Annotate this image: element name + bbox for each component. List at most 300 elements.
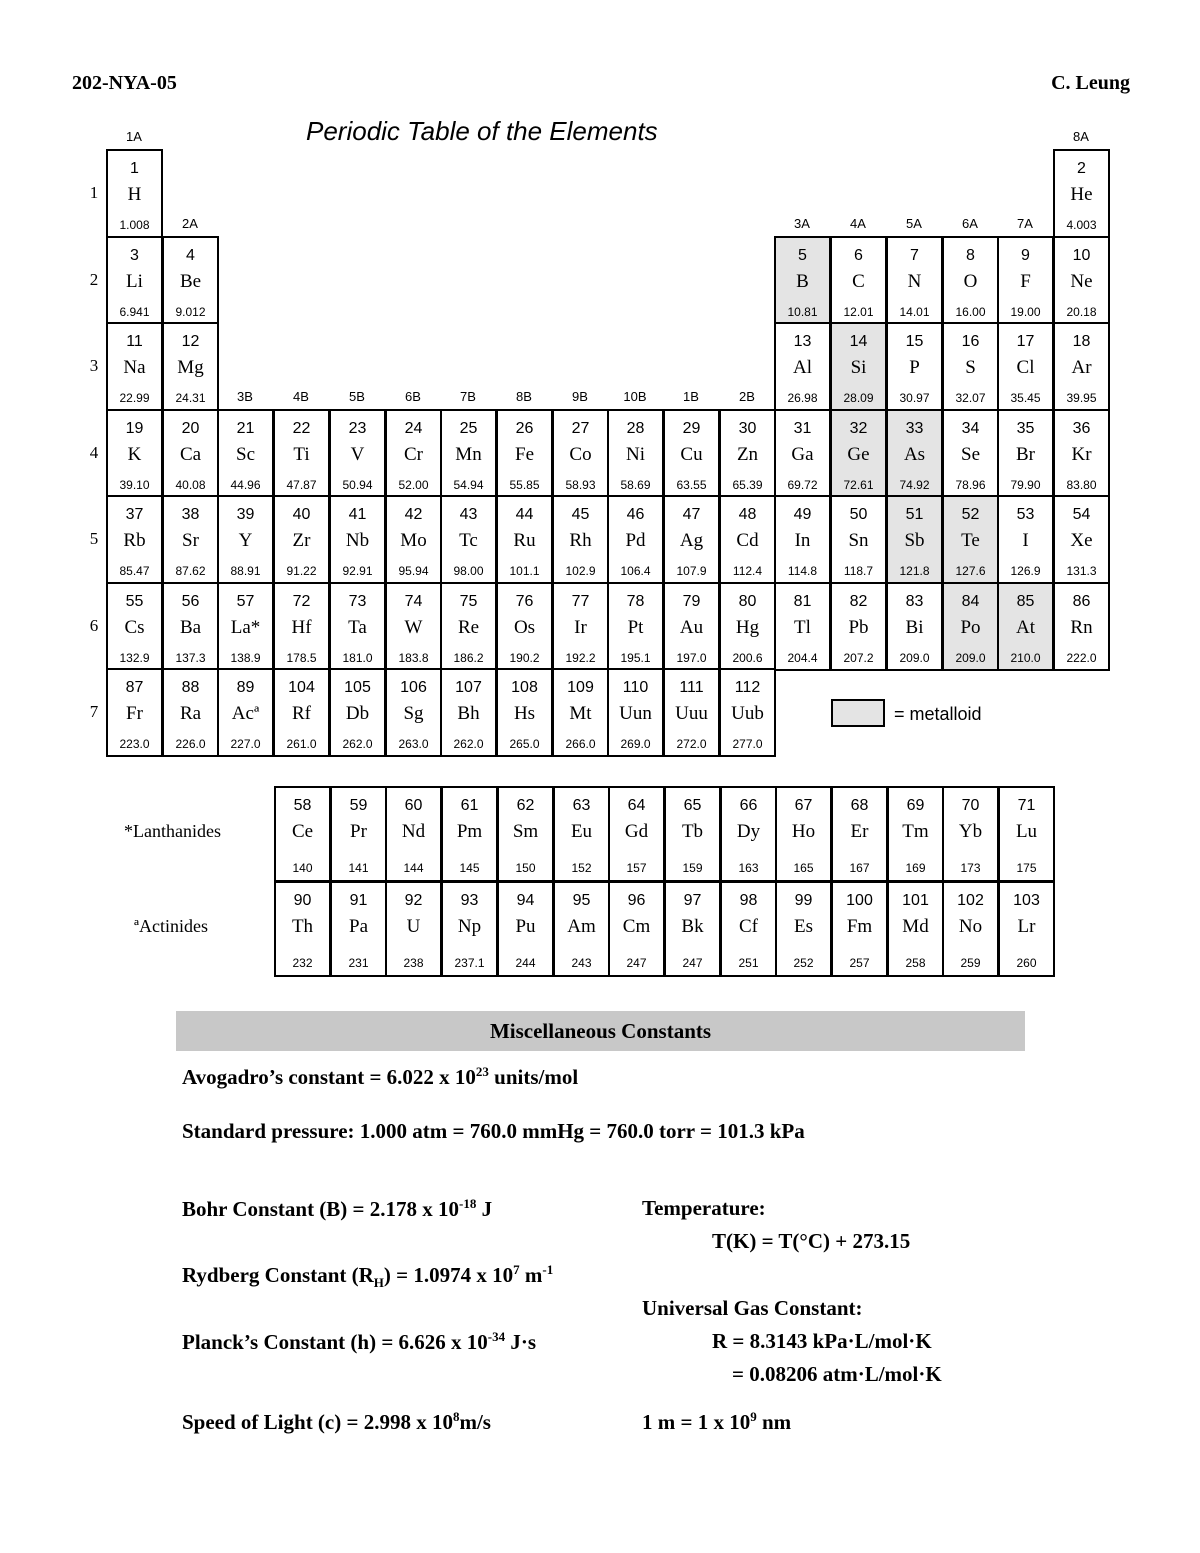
element-symbol: Ta — [348, 617, 367, 638]
atomic-number: 2 — [1077, 160, 1086, 177]
element-cell — [997, 495, 1054, 584]
atomic-number: 74 — [404, 593, 423, 610]
atomic-number: 88 — [181, 679, 200, 696]
atomic-mass: 163 — [738, 861, 759, 875]
element-cell — [329, 582, 386, 671]
lanthanide-cell — [274, 786, 331, 882]
atomic-mass: 207.2 — [843, 651, 874, 665]
atomic-number: 21 — [236, 420, 255, 437]
atomic-mass: 32.07 — [955, 391, 986, 405]
element-symbol: Ag — [679, 530, 704, 551]
element-cell — [385, 495, 442, 584]
atomic-number: 107 — [455, 679, 482, 696]
element-symbol: Ge — [847, 444, 870, 465]
element-cell — [607, 668, 664, 757]
atomic-mass: 114.8 — [787, 564, 818, 578]
speed-of-light: Speed of Light (c) = 2.998 x $10^8m/s$ — [182, 1409, 491, 1434]
element-cell — [719, 409, 776, 498]
atomic-mass: 44.96 — [230, 478, 261, 492]
atomic-number: 75 — [459, 593, 478, 610]
lanthanide-cell — [664, 786, 721, 882]
element-symbol: Ra — [179, 703, 202, 724]
atomic-number: 4 — [186, 247, 195, 264]
metalloid-legend-swatch — [831, 699, 885, 727]
element-symbol: In — [794, 530, 811, 551]
element-cell — [106, 149, 163, 238]
atomic-number: 27 — [571, 420, 590, 437]
element-symbol: Sc — [236, 444, 255, 465]
atomic-number: 94 — [516, 892, 535, 909]
atomic-mass: 244 — [515, 956, 536, 970]
atomic-mass: 173 — [960, 861, 981, 875]
element-symbol: Y — [238, 530, 253, 551]
atomic-mass: 178.5 — [286, 651, 317, 665]
atomic-mass: 83.80 — [1066, 478, 1097, 492]
atomic-mass: 144 — [403, 861, 424, 875]
element-cell — [106, 322, 163, 411]
atomic-mass: 269.0 — [620, 737, 651, 751]
atomic-number: 19 — [125, 420, 144, 437]
atomic-number: 92 — [404, 892, 423, 909]
lanthanide-cell — [775, 786, 832, 882]
atomic-number: 79 — [682, 593, 701, 610]
temperature-formula: T(K) = T(°C) + 273.15 — [712, 1229, 911, 1253]
element-symbol: Tl — [794, 617, 811, 638]
atomic-mass: 232 — [292, 956, 313, 970]
atomic-mass: 58.69 — [620, 478, 651, 492]
atomic-mass: 167 — [849, 861, 870, 875]
atomic-mass: 4.003 — [1066, 218, 1097, 232]
element-symbol: Mt — [569, 703, 592, 724]
element-cell — [329, 409, 386, 498]
atomic-number: 55 — [125, 593, 144, 610]
element-cell — [997, 409, 1054, 498]
element-cell — [273, 668, 330, 757]
atomic-number: 5 — [798, 247, 807, 264]
element-cell — [942, 495, 999, 584]
element-symbol: Cf — [739, 916, 758, 937]
lanthanides-label: *Lanthanides — [124, 821, 221, 841]
atomic-mass: 247 — [682, 956, 703, 970]
group-label: 1A — [126, 129, 142, 144]
element-symbol: Na — [123, 357, 146, 378]
atomic-number: 41 — [348, 506, 367, 523]
element-cell — [552, 668, 609, 757]
element-cell — [774, 236, 831, 325]
atomic-mass: 157 — [626, 861, 647, 875]
element-symbol: Al — [793, 357, 812, 378]
atomic-number: 101 — [902, 892, 929, 909]
actinide-cell — [775, 881, 832, 977]
element-cell — [830, 236, 887, 325]
element-cell — [663, 668, 720, 757]
element-cell — [496, 582, 553, 671]
element-cell — [942, 409, 999, 498]
atomic-number: 95 — [572, 892, 591, 909]
element-cell — [607, 495, 664, 584]
element-symbol: Fr — [126, 703, 143, 724]
atomic-mass: 263.0 — [398, 737, 429, 751]
element-symbol: Xe — [1070, 530, 1093, 551]
actinide-cell — [831, 881, 888, 977]
atomic-number: 61 — [460, 797, 479, 814]
element-symbol: S — [965, 357, 976, 378]
atomic-number: 15 — [905, 333, 924, 350]
element-cell — [663, 582, 720, 671]
atomic-number: 84 — [961, 593, 980, 610]
atomic-number: 47 — [682, 506, 701, 523]
atomic-number: 73 — [348, 593, 367, 610]
atomic-mass: 88.91 — [230, 564, 261, 578]
course-code: 202-NYA-05 — [72, 72, 177, 94]
group-label: 6B — [405, 389, 421, 404]
actinide-cell — [998, 881, 1055, 977]
atomic-mass: 9.012 — [175, 305, 206, 319]
atomic-mass: 186.2 — [453, 651, 484, 665]
planck-constant: Planck’s Constant (h) = 6.626 x $10^{-34}$ J·s — [182, 1329, 537, 1354]
atomic-mass: 204.4 — [787, 651, 818, 665]
atomic-number: 28 — [626, 420, 645, 437]
element-symbol: Pt — [627, 617, 644, 638]
atomic-number: 37 — [125, 506, 144, 523]
element-cell — [106, 409, 163, 498]
element-symbol: Rf — [292, 703, 311, 724]
element-cell — [552, 409, 609, 498]
atomic-mass: 35.45 — [1010, 391, 1041, 405]
atomic-mass: 92.91 — [342, 564, 373, 578]
atomic-number: 77 — [571, 593, 590, 610]
atomic-number: 48 — [738, 506, 757, 523]
element-cell — [106, 668, 163, 757]
atomic-number: 39 — [236, 506, 255, 523]
element-cell — [886, 236, 943, 325]
atomic-mass: 54.94 — [453, 478, 484, 492]
lanthanide-cell — [441, 786, 498, 882]
atomic-mass: 140 — [292, 861, 313, 875]
element-symbol: C — [852, 271, 865, 292]
group-label: 10B — [623, 389, 647, 404]
atomic-mass: 91.22 — [286, 564, 317, 578]
element-symbol: Hg — [735, 617, 760, 638]
actinide-cell — [441, 881, 498, 977]
element-symbol: Li — [126, 271, 143, 292]
element-symbol: Cu — [680, 444, 703, 465]
group-label: 7A — [1017, 216, 1033, 231]
element-symbol: Be — [179, 271, 202, 292]
element-symbol: Lu — [1015, 821, 1038, 842]
element-cell — [496, 495, 553, 584]
element-cell — [217, 495, 274, 584]
element-cell — [774, 322, 831, 411]
element-symbol: Hf — [291, 617, 312, 638]
element-symbol: H — [127, 184, 142, 205]
element-cell — [886, 582, 943, 671]
element-symbol: Sr — [182, 530, 199, 551]
atomic-number: 76 — [515, 593, 534, 610]
meter-nanometer-conversion: 1 m = 1 x $10^9$ nm — [642, 1409, 792, 1434]
element-cell — [440, 495, 497, 584]
atomic-mass: 192.2 — [565, 651, 596, 665]
element-symbol: Pr — [350, 821, 367, 842]
atomic-mass: 79.90 — [1010, 478, 1041, 492]
atomic-number: 33 — [905, 420, 924, 437]
element-symbol: Ce — [291, 821, 314, 842]
atomic-mass: 195.1 — [620, 651, 651, 665]
element-symbol: Sn — [848, 530, 869, 551]
atomic-mass: 226.0 — [175, 737, 206, 751]
atomic-mass: 183.8 — [398, 651, 429, 665]
avogadro-constant: Avogadro’s constant = 6.022 x $10^{23}$ units/mol — [182, 1064, 579, 1089]
element-cell — [440, 409, 497, 498]
element-symbol: Tc — [459, 530, 478, 551]
atomic-number: 100 — [846, 892, 873, 909]
atomic-number: 51 — [905, 506, 924, 523]
element-symbol: Am — [567, 916, 596, 937]
element-cell — [719, 582, 776, 671]
atomic-mass: 190.2 — [509, 651, 540, 665]
actinide-cell — [330, 881, 387, 977]
element-symbol: Zn — [736, 444, 759, 465]
atomic-mass: 169 — [905, 861, 926, 875]
element-symbol: Tm — [902, 821, 929, 842]
atomic-mass: 131.3 — [1066, 564, 1097, 578]
atomic-number: 109 — [567, 679, 594, 696]
element-cell — [162, 322, 219, 411]
atomic-number: 45 — [571, 506, 590, 523]
atomic-number: 83 — [905, 593, 924, 610]
element-cell — [440, 668, 497, 757]
element-cell — [552, 582, 609, 671]
atomic-number: 11 — [126, 333, 143, 350]
atomic-mass: 26.98 — [787, 391, 818, 405]
atomic-number: 80 — [738, 593, 757, 610]
element-symbol: Kr — [1071, 444, 1092, 465]
element-symbol: Cs — [124, 617, 145, 638]
actinide-cell — [553, 881, 610, 977]
atomic-number: 111 — [679, 679, 704, 696]
atomic-number: 8 — [966, 247, 975, 264]
atomic-number: 42 — [404, 506, 423, 523]
atomic-number: 10 — [1072, 247, 1091, 264]
element-symbol: Ne — [1070, 271, 1093, 292]
atomic-number: 43 — [459, 506, 478, 523]
atomic-mass: 98.00 — [453, 564, 484, 578]
atomic-number: 58 — [293, 797, 312, 814]
constants-title: Miscellaneous Constants — [176, 1011, 1025, 1051]
element-symbol: Se — [961, 444, 980, 465]
group-label: 4B — [293, 389, 309, 404]
element-symbol: Ar — [1071, 357, 1092, 378]
element-symbol: Ni — [626, 444, 645, 465]
element-cell — [385, 668, 442, 757]
element-cell — [329, 495, 386, 584]
atomic-number: 110 — [622, 679, 649, 696]
atomic-number: 13 — [793, 333, 812, 350]
atomic-number: 3 — [130, 247, 139, 264]
group-label: 5B — [349, 389, 365, 404]
element-symbol: La* — [230, 617, 261, 638]
atomic-mass: 102.9 — [565, 564, 596, 578]
atomic-number: 98 — [739, 892, 758, 909]
element-symbol: Gd — [624, 821, 649, 842]
atomic-mass: 19.00 — [1010, 305, 1041, 319]
atomic-number: 32 — [849, 420, 868, 437]
atomic-mass: 69.72 — [787, 478, 818, 492]
element-symbol: Yb — [958, 821, 983, 842]
element-symbol: Mg — [177, 357, 204, 378]
element-symbol: Pd — [625, 530, 646, 551]
atomic-mass: 85.47 — [119, 564, 150, 578]
atomic-mass: 247 — [626, 956, 647, 970]
period-label: 6 — [89, 616, 99, 635]
atomic-mass: 259 — [960, 956, 981, 970]
element-symbol: U — [406, 916, 421, 937]
atomic-number: 40 — [292, 506, 311, 523]
bohr-constant: Bohr Constant (B) = 2.178 x $10^{-18}$ J — [182, 1196, 493, 1221]
group-label: 6A — [962, 216, 978, 231]
element-symbol: Rh — [569, 530, 592, 551]
element-symbol: Si — [850, 357, 867, 378]
element-symbol: Ba — [179, 617, 202, 638]
atomic-number: 78 — [626, 593, 645, 610]
atomic-mass: 112.4 — [732, 564, 763, 578]
atomic-mass: 40.08 — [175, 478, 206, 492]
lanthanide-cell — [385, 786, 442, 882]
element-symbol: Cd — [736, 530, 759, 551]
element-symbol: No — [958, 916, 983, 937]
element-cell — [663, 409, 720, 498]
atomic-number: 71 — [1017, 797, 1036, 814]
atomic-mass: 257 — [849, 956, 870, 970]
atomic-mass: 14.01 — [899, 305, 930, 319]
lanthanide-cell — [942, 786, 999, 882]
atomic-mass: 78.96 — [955, 478, 986, 492]
element-symbol: Pb — [848, 617, 869, 638]
element-cell — [607, 409, 664, 498]
element-cell — [663, 495, 720, 584]
atomic-mass: 127.6 — [955, 564, 986, 578]
element-cell — [830, 322, 887, 411]
atomic-number: 31 — [793, 420, 812, 437]
element-cell — [886, 495, 943, 584]
actinide-cell — [497, 881, 554, 977]
element-symbol: Cm — [622, 916, 651, 937]
atomic-number: 38 — [181, 506, 200, 523]
actinide-cell — [274, 881, 331, 977]
element-cell — [217, 668, 274, 757]
element-symbol: Nb — [345, 530, 370, 551]
element-cell — [1053, 495, 1110, 584]
atomic-number: 85 — [1016, 593, 1035, 610]
lanthanide-cell — [553, 786, 610, 882]
element-symbol: P — [909, 357, 920, 378]
atomic-number: 103 — [1013, 892, 1040, 909]
atomic-mass: 137.3 — [175, 651, 206, 665]
element-cell — [329, 668, 386, 757]
element-symbol: Ca — [179, 444, 202, 465]
atomic-mass: 107.9 — [676, 564, 707, 578]
element-cell — [997, 582, 1054, 671]
atomic-mass: 272.0 — [676, 737, 707, 751]
element-symbol: B — [796, 271, 809, 292]
element-symbol: Np — [457, 916, 482, 937]
element-symbol: Cl — [1016, 357, 1035, 378]
element-symbol: Eu — [570, 821, 593, 842]
atomic-mass: 1.008 — [119, 218, 150, 232]
element-cell — [942, 322, 999, 411]
atomic-mass: 118.7 — [843, 564, 874, 578]
atomic-number: 69 — [906, 797, 925, 814]
element-symbol: Nd — [401, 821, 426, 842]
atomic-mass: 197.0 — [676, 651, 707, 665]
lanthanide-cell — [831, 786, 888, 882]
atomic-number: 57 — [236, 593, 255, 610]
element-symbol: Mn — [455, 444, 482, 465]
element-cell — [774, 409, 831, 498]
element-cell — [1053, 149, 1110, 238]
atomic-mass: 231 — [348, 956, 369, 970]
element-cell — [106, 582, 163, 671]
atomic-mass: 20.18 — [1066, 305, 1097, 319]
element-cell — [162, 582, 219, 671]
atomic-mass: 10.81 — [787, 305, 818, 319]
lanthanide-cell — [497, 786, 554, 882]
element-symbol: Co — [569, 444, 592, 465]
atomic-mass: 152 — [571, 861, 592, 875]
lanthanide-cell — [330, 786, 387, 882]
atomic-mass: 150 — [515, 861, 536, 875]
atomic-number: 35 — [1016, 420, 1035, 437]
atomic-number: 90 — [293, 892, 312, 909]
group-label: 9B — [572, 389, 588, 404]
element-cell — [607, 582, 664, 671]
element-cell — [886, 409, 943, 498]
atomic-number: 64 — [627, 797, 646, 814]
element-cell — [942, 582, 999, 671]
atomic-number: 67 — [794, 797, 813, 814]
group-label: 3B — [237, 389, 253, 404]
actinide-cell — [942, 881, 999, 977]
atomic-number: 106 — [400, 679, 427, 696]
actinide-cell — [887, 881, 944, 977]
atomic-number: 104 — [288, 679, 315, 696]
atomic-number: 52 — [961, 506, 980, 523]
actinide-cell — [385, 881, 442, 977]
atomic-mass: 6.941 — [119, 305, 150, 319]
element-symbol: Po — [960, 617, 981, 638]
atomic-mass: 65.39 — [732, 478, 763, 492]
element-symbol: Fe — [515, 444, 534, 465]
atomic-number: 50 — [849, 506, 868, 523]
atomic-mass: 138.9 — [230, 651, 261, 665]
element-symbol: Md — [902, 916, 929, 937]
element-cell — [997, 236, 1054, 325]
atomic-number: 54 — [1072, 506, 1091, 523]
element-cell — [162, 668, 219, 757]
element-cell — [162, 236, 219, 325]
atomic-mass: 200.6 — [732, 651, 763, 665]
element-symbol: Ti — [293, 444, 310, 465]
element-cell — [1053, 409, 1110, 498]
element-cell — [774, 582, 831, 671]
element-cell — [552, 495, 609, 584]
atomic-number: 53 — [1016, 506, 1035, 523]
element-symbol: Sm — [512, 821, 539, 842]
group-label: 2B — [739, 389, 755, 404]
element-symbol: Lr — [1017, 916, 1036, 937]
atomic-mass: 16.00 — [955, 305, 986, 319]
element-cell — [496, 409, 553, 498]
